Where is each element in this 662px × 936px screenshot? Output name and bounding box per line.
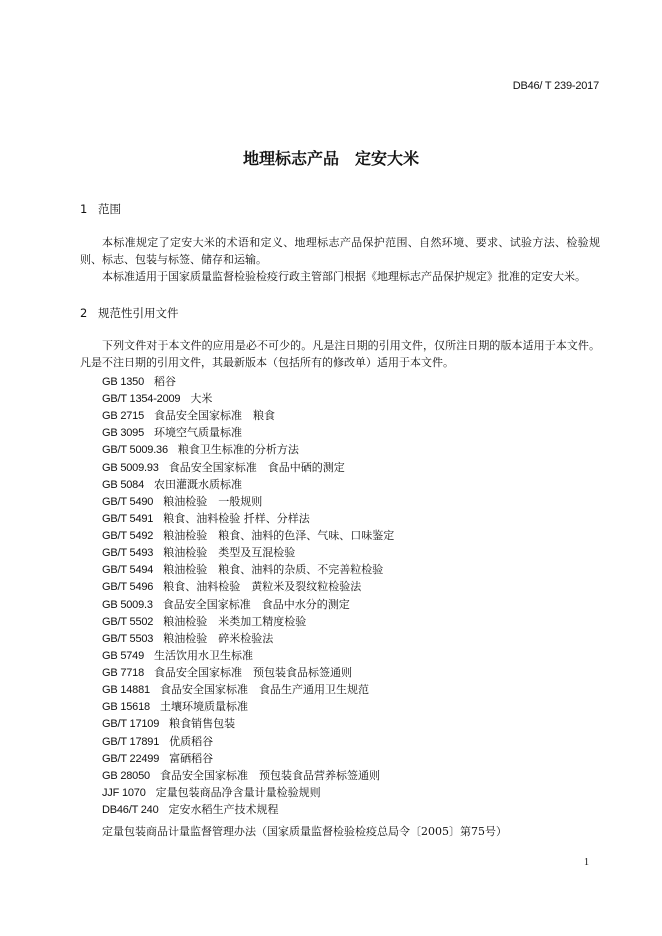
reference-code: DB46/T 240 xyxy=(102,804,159,816)
reference-code: GB/T 5490 xyxy=(102,495,154,508)
reference-code: GB 14881 xyxy=(102,684,150,697)
section-title: 规范性引用文件 xyxy=(98,306,179,320)
section-number: 2 xyxy=(80,306,88,320)
section-title: 范围 xyxy=(98,202,121,216)
reference-item xyxy=(102,698,248,716)
reference-item xyxy=(102,476,242,494)
reference-code: GB 7718 xyxy=(102,667,145,680)
reference-code: GB 5009.3 xyxy=(102,598,153,611)
reference-item xyxy=(102,630,273,648)
reference-item xyxy=(102,767,380,785)
section-2-intro: 下列文件对于本文件的应用是必不可少的。凡是注日期的引用文件，仅所注日期的版本适用于本文件。凡是不注日期的引用文件，其最新版本（包括所有的修改单）适用于本文件。 xyxy=(80,339,600,369)
reference-title: 粮油检验 碎米检验法 xyxy=(163,631,274,645)
reference-title: 生活饮用水卫生标准 xyxy=(154,648,254,662)
reference-title: 土壤环境质量标准 xyxy=(159,700,248,714)
reference-item xyxy=(102,750,213,768)
reference-item xyxy=(102,424,242,442)
reference-item xyxy=(102,784,321,802)
section-number: 1 xyxy=(80,202,88,216)
reference-item xyxy=(102,613,306,631)
reference-item xyxy=(102,715,235,733)
reference-item xyxy=(102,441,299,459)
reference-code: GB/T 5493 xyxy=(102,547,154,560)
page-number: 1 xyxy=(584,857,589,868)
reference-title: 粮油检验 米类加工精度检验 xyxy=(163,614,307,628)
document-title: 地理标志产品 定安大米 xyxy=(242,149,419,168)
reference-code: GB 5009.93 xyxy=(102,461,159,474)
reference-item xyxy=(102,527,394,545)
section-1-paragraph: 本标准适用于国家质量监督检验检疫行政主管部门根据《地理标志产品保护规定》批准的定安大米。 xyxy=(102,270,586,283)
reference-code: GB 1350 xyxy=(102,376,145,388)
reference-title: 大米 xyxy=(190,392,213,406)
reference-title: 粮食、油料检验 黄粒米及裂纹粒检验法 xyxy=(163,580,362,594)
reference-title: 粮油检验 粮食、油料的色泽、气味、口味鉴定 xyxy=(163,529,395,543)
reference-code: GB 5084 xyxy=(102,478,145,491)
section-1-heading xyxy=(80,201,121,217)
reference-code: JJF 1070 xyxy=(102,786,146,799)
reference-title: 粮油检验 粮食、油料的杂质、不完善粒检验 xyxy=(163,563,384,577)
reference-code: GB/T 1354-2009 xyxy=(102,393,181,406)
reference-item xyxy=(102,407,275,425)
reference-title: 粮食销售包装 xyxy=(169,717,236,731)
reference-title: 环境空气质量标准 xyxy=(154,426,243,440)
reference-item xyxy=(102,544,295,562)
reference-code: GB/T 22499 xyxy=(102,752,160,765)
reference-code: GB/T 5502 xyxy=(102,615,154,628)
reference-item xyxy=(102,664,352,682)
reference-title: 食品安全国家标准 预包装食品营养标签通则 xyxy=(159,768,380,782)
reference-code: GB/T 5491 xyxy=(102,512,154,525)
reference-code: GB/T 5496 xyxy=(102,581,154,594)
reference-code: GB/T 17891 xyxy=(102,735,160,748)
reference-item xyxy=(102,647,253,665)
section-1-paragraph: 本标准规定了定安大米的术语和定义、地理标志产品保护范围、自然环境、要求、试验方法、检验规则、标志、包装与标签、储存和运输。 xyxy=(80,236,600,266)
reference-code: GB 3095 xyxy=(102,427,145,440)
reference-title: 食品安全国家标准 预包装食品标签通则 xyxy=(154,666,353,680)
reference-code: GB/T 5492 xyxy=(102,530,154,543)
reference-title: 食品安全国家标准 粮食 xyxy=(154,409,276,423)
reference-code: GB 28050 xyxy=(102,769,150,782)
reference-item xyxy=(102,561,383,579)
reference-item xyxy=(102,459,345,477)
reference-title: 粮油检验 一般规则 xyxy=(163,494,263,508)
reference-title: 食品安全国家标准 食品中水分的测定 xyxy=(162,597,350,611)
reference-item xyxy=(102,578,361,596)
reference-title: 稻谷 xyxy=(154,375,177,388)
reference-item xyxy=(102,733,213,751)
reference-title: 粮食、油料检验 扦样、分样法 xyxy=(163,511,310,525)
reference-item xyxy=(102,681,369,699)
reference-code: GB 5749 xyxy=(102,649,145,662)
reference-code: GB/T 5494 xyxy=(102,564,154,577)
reference-title: 优质稻谷 xyxy=(169,734,214,748)
reference-item xyxy=(102,373,176,391)
document-code: DB46/ T 239-2017 xyxy=(512,80,599,92)
reference-code: GB/T 5009.36 xyxy=(102,444,168,457)
reference-title: 定安水稻生产技术规程 xyxy=(168,803,279,816)
reference-item xyxy=(102,510,310,528)
reference-title: 农田灌溉水质标准 xyxy=(154,477,243,491)
reference-item xyxy=(102,390,212,408)
reference-title: 粮油检验 类型及互混检验 xyxy=(163,546,296,560)
reference-title: 富硒稻谷 xyxy=(169,751,214,765)
section-2-heading xyxy=(80,305,179,321)
reference-code: GB/T 5503 xyxy=(102,632,154,645)
reference-code: GB/T 17109 xyxy=(102,718,160,731)
reference-title: 食品安全国家标准 食品生产通用卫生规范 xyxy=(159,683,369,697)
reference-title: 食品安全国家标准 食品中硒的测定 xyxy=(168,460,345,474)
reference-regulation: 定量包装商品计量监督管理办法（国家质量监督检验检疫总局令〔2005〕第75号） xyxy=(102,825,507,838)
reference-item xyxy=(102,493,262,511)
reference-code: GB 15618 xyxy=(102,701,150,714)
reference-item xyxy=(102,596,350,614)
reference-item xyxy=(102,801,279,819)
reference-title: 定量包装商品净含量计量检验规则 xyxy=(155,785,321,799)
reference-title: 粮食卫生标准的分析方法 xyxy=(177,443,299,457)
reference-code: GB 2715 xyxy=(102,410,145,423)
